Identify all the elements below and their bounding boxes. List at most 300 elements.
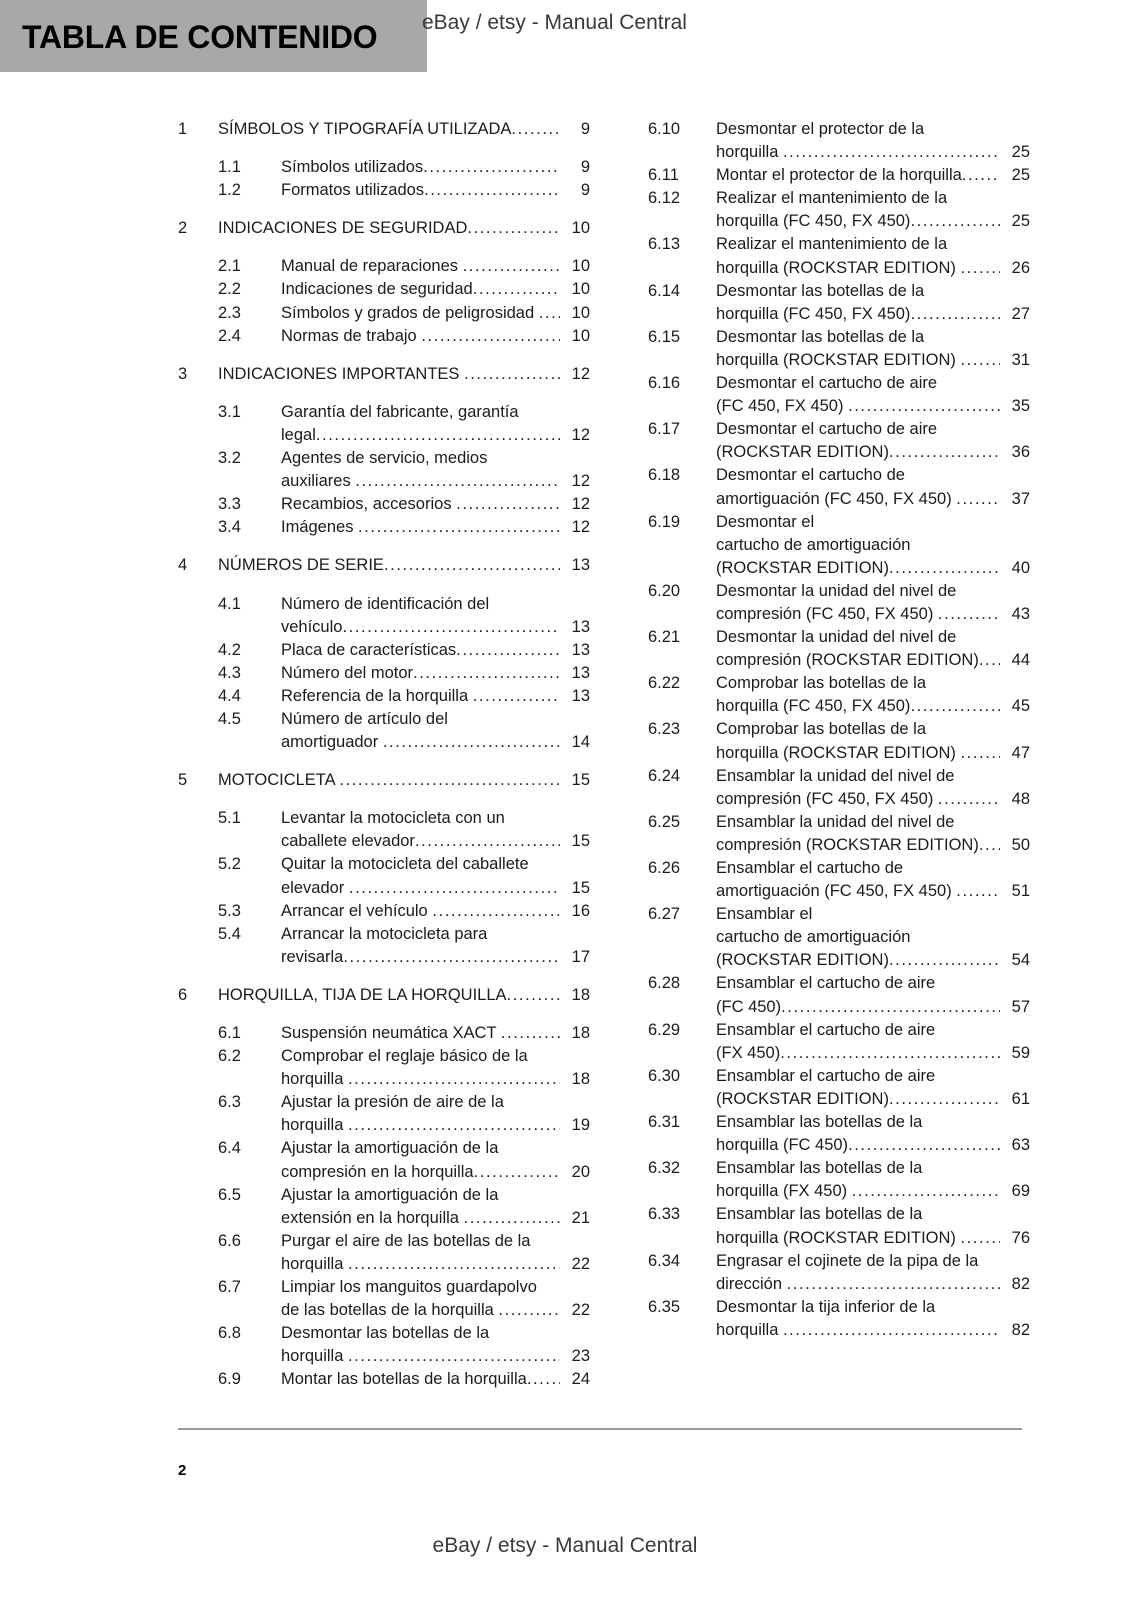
toc-entry-number: 6.19	[648, 512, 681, 531]
toc-entry[interactable]	[648, 903, 1030, 972]
toc-entry-number: 2.3	[218, 303, 241, 322]
toc-entry-body	[281, 1137, 590, 1183]
toc-entry[interactable]	[178, 278, 590, 301]
toc-entry-body	[716, 418, 1030, 464]
toc-page-number: 13	[571, 640, 590, 659]
toc-entry-title: horquilla (ROCKSTAR EDITION)	[716, 350, 961, 369]
toc-dot-leader	[501, 1022, 560, 1045]
toc-entry-number: 4.4	[218, 686, 241, 705]
toc-entry-line	[716, 418, 1030, 441]
toc-entry-number: 6.1	[218, 1024, 241, 1042]
toc-entry-line	[218, 217, 590, 240]
toc-entry[interactable]	[648, 372, 1030, 418]
toc-entry-line	[281, 516, 590, 539]
toc-entry[interactable]	[178, 1276, 590, 1322]
toc-entry[interactable]	[178, 1137, 590, 1183]
footer-watermark: eBay / etsy - Manual Central	[432, 1534, 698, 1557]
toc-page-number: 13	[571, 663, 590, 682]
toc-entry-body	[218, 769, 590, 792]
toc-entry-title: Arrancar la motocicleta para	[281, 924, 488, 943]
toc-page-number: 26	[1011, 258, 1030, 277]
toc-entry[interactable]	[178, 156, 590, 179]
toc-entry-body	[716, 672, 1030, 718]
toc-entry[interactable]	[178, 493, 590, 516]
toc-entry-title: Desmontar las botellas de la	[716, 281, 925, 300]
toc-entry-line	[716, 280, 1030, 303]
toc-entry[interactable]	[178, 554, 590, 577]
toc-entry-line	[281, 616, 590, 639]
toc-entry-line	[716, 1273, 1030, 1296]
toc-entry[interactable]	[178, 179, 590, 202]
toc-entry-line	[716, 672, 1030, 695]
toc-page-number: 44	[1011, 651, 1030, 670]
toc-entry[interactable]	[648, 672, 1030, 718]
toc-page-number: 15	[571, 832, 590, 851]
toc-entry[interactable]	[648, 280, 1030, 326]
toc-entry[interactable]	[178, 1184, 590, 1230]
toc-dot-leader	[910, 695, 1000, 718]
toc-entry-body	[716, 1065, 1030, 1111]
toc-entry-line	[716, 834, 1030, 857]
toc-entry-title: Comprobar el reglaje básico de la	[281, 1047, 528, 1066]
toc-entry[interactable]	[648, 1019, 1030, 1065]
toc-dot-leader	[463, 255, 560, 278]
toc-entry-line	[716, 1319, 1030, 1342]
toc-entry-title: horquilla	[716, 1320, 783, 1339]
toc-dot-leader	[527, 1368, 560, 1391]
toc-entry-title: horquilla (FC 450, FX 450)	[716, 212, 911, 231]
toc-dot-leader	[348, 1253, 560, 1276]
toc-page-number: 21	[571, 1208, 590, 1227]
toc-entry-line	[281, 493, 590, 516]
toc-entry-number: 3.4	[218, 518, 241, 537]
toc-dot-leader	[348, 1068, 560, 1091]
toc-dot-leader	[467, 217, 560, 240]
table-of-contents	[0, 118, 1130, 1392]
toc-entry-number: 1.2	[218, 181, 241, 200]
toc-dot-leader	[473, 278, 560, 301]
toc-entry[interactable]	[178, 662, 590, 685]
toc-entry-number: 6.27	[648, 905, 681, 924]
toc-entry[interactable]	[648, 1250, 1030, 1296]
toc-dot-leader	[339, 769, 560, 792]
toc-entry-number: 6.6	[218, 1231, 241, 1250]
toc-entry[interactable]	[178, 447, 590, 493]
toc-entry-title: cartucho de amortiguación	[716, 535, 911, 554]
toc-dot-leader	[787, 1273, 1000, 1296]
toc-entry-line	[281, 639, 590, 662]
toc-entry-title: compresión (ROCKSTAR EDITION)	[716, 651, 979, 670]
toc-dot-leader	[421, 325, 560, 348]
toc-entry[interactable]	[178, 984, 590, 1007]
toc-entry-line	[716, 534, 1030, 557]
toc-page-number: 13	[571, 686, 590, 705]
toc-entry-body	[281, 1045, 590, 1091]
toc-entry-line	[281, 424, 590, 447]
toc-entry[interactable]	[648, 1065, 1030, 1111]
toc-page-number: 61	[1011, 1089, 1030, 1108]
toc-entry-body	[716, 187, 1030, 233]
toc-entry-title: Ensamblar las botellas de la	[716, 1159, 923, 1178]
toc-entry-number: 5.2	[218, 855, 241, 874]
toc-entry[interactable]	[648, 511, 1030, 580]
toc-entry-line	[716, 488, 1030, 511]
toc-dot-leader	[852, 1180, 1000, 1203]
toc-entry-line	[218, 363, 590, 386]
toc-entry[interactable]	[648, 233, 1030, 279]
toc-entry-title: Desmontar el cartucho de aire	[716, 374, 938, 393]
toc-entry-line	[716, 1042, 1030, 1065]
toc-entry-title: Imágenes	[281, 518, 359, 537]
toc-entry-body	[716, 1203, 1030, 1249]
toc-entry-line	[281, 662, 590, 685]
toc-entry[interactable]	[648, 187, 1030, 233]
toc-entry-body	[716, 811, 1030, 857]
toc-entry-body	[281, 1184, 590, 1230]
toc-entry-title: Realizar el mantenimiento de la	[716, 189, 948, 208]
page-title: TABLA DE CONTENIDO	[22, 19, 378, 55]
toc-entry-body	[218, 118, 590, 141]
toc-entry[interactable]	[178, 1022, 590, 1045]
toc-entry-body	[281, 639, 590, 662]
toc-entry[interactable]	[648, 972, 1030, 1018]
toc-entry-number: 6.24	[648, 766, 681, 785]
toc-page-number: 47	[1011, 743, 1030, 762]
toc-entry[interactable]	[648, 118, 1030, 164]
toc-dot-leader	[316, 424, 560, 447]
toc-entry-body	[281, 1322, 590, 1368]
toc-entry[interactable]	[648, 418, 1030, 464]
toc-page-number: 12	[571, 518, 590, 537]
toc-entry-body	[281, 1276, 590, 1322]
toc-entry-title: horquilla (FC 450, FX 450)	[716, 697, 911, 716]
toc-entry-title: (FC 450)	[716, 997, 782, 1016]
toc-entry-title: Garantía del fabricante, garantía	[281, 402, 519, 421]
toc-page-number: 50	[1011, 835, 1030, 854]
toc-dot-leader	[464, 363, 560, 386]
toc-entry-number: 1	[178, 120, 188, 138]
toc-dot-leader	[783, 1319, 1000, 1342]
toc-entry-title: Indicaciones de seguridad	[281, 280, 473, 299]
toc-entry-title: Comprobar las botellas de la	[716, 720, 927, 739]
toc-entry[interactable]	[648, 1203, 1030, 1249]
toc-entry-number: 5	[178, 771, 188, 790]
toc-dot-leader	[415, 830, 560, 853]
toc-entry[interactable]	[648, 1296, 1030, 1342]
toc-entry-number: 6.23	[648, 720, 681, 739]
toc-entry-line	[281, 1022, 590, 1045]
toc-page-number: 12	[571, 364, 590, 383]
toc-page-number: 10	[571, 219, 590, 238]
toc-page-number: 35	[1011, 397, 1030, 416]
toc-entry-number: 6	[178, 985, 188, 1004]
toc-entry-body	[281, 593, 590, 639]
toc-entry-number: 6.10	[648, 120, 681, 138]
toc-entry-title: legal	[281, 425, 316, 444]
toc-page-number: 57	[1011, 997, 1030, 1016]
toc-dot-leader	[432, 900, 560, 923]
toc-entry[interactable]	[178, 1045, 590, 1091]
toc-entry-line	[716, 926, 1030, 949]
toc-entry-line	[281, 1161, 590, 1184]
toc-page-number: 76	[1011, 1228, 1030, 1247]
toc-entry-title: Símbolos utilizados	[281, 158, 424, 177]
toc-entry-title: Ensamblar la unidad del nivel de	[716, 766, 955, 785]
toc-entry-line	[716, 580, 1030, 603]
toc-dot-leader	[783, 141, 1000, 164]
toc-entry-title: INDICACIONES IMPORTANTES	[218, 364, 465, 383]
toc-entry-number: 6.31	[648, 1113, 681, 1132]
toc-entry[interactable]	[178, 325, 590, 348]
toc-entry-title: Quitar la motocicleta del caballete	[281, 855, 529, 874]
toc-entry[interactable]	[178, 853, 590, 899]
toc-entry-body	[281, 662, 590, 685]
toc-entry[interactable]	[178, 217, 590, 240]
toc-entry-line	[281, 1253, 590, 1276]
toc-entry-body	[716, 511, 1030, 580]
toc-entry[interactable]	[648, 1157, 1030, 1203]
toc-entry-line	[716, 1088, 1030, 1111]
toc-entry[interactable]	[178, 1322, 590, 1368]
toc-entry-body	[281, 853, 590, 899]
toc-entry[interactable]	[648, 811, 1030, 857]
toc-entry-number: 2.2	[218, 280, 241, 299]
toc-entry-title: Desmontar las botellas de la	[281, 1324, 490, 1343]
toc-page-number: 54	[1011, 951, 1030, 970]
toc-entry-line	[281, 1045, 590, 1068]
toc-dot-leader	[355, 470, 560, 493]
toc-page-number: 23	[571, 1347, 590, 1366]
toc-entry-line	[716, 372, 1030, 395]
toc-entry-line	[281, 1322, 590, 1345]
toc-entry-line	[716, 1227, 1030, 1250]
toc-entry-line	[281, 1299, 590, 1322]
toc-entry-title: Levantar la motocicleta con un	[281, 809, 505, 828]
toc-entry[interactable]	[178, 118, 590, 141]
toc-entry-number: 6.21	[648, 628, 681, 647]
toc-dot-leader	[956, 488, 1000, 511]
toc-entry-number: 6.12	[648, 189, 681, 208]
toc-entry-title: horquilla (ROCKSTAR EDITION)	[716, 743, 961, 762]
toc-entry[interactable]	[178, 769, 590, 792]
toc-entry[interactable]	[178, 900, 590, 923]
title-bar	[0, 0, 427, 72]
toc-entry-title: Ensamblar el cartucho de aire	[716, 974, 936, 993]
toc-entry[interactable]	[178, 1368, 590, 1391]
toc-entry-title: horquilla (FX 450)	[716, 1182, 852, 1201]
toc-entry-number: 6.5	[218, 1185, 241, 1204]
toc-entry-line	[281, 325, 590, 348]
toc-entry-title: horquilla	[281, 1254, 348, 1273]
toc-dot-leader	[348, 1114, 560, 1137]
toc-entry[interactable]	[178, 708, 590, 754]
toc-entry[interactable]	[178, 923, 590, 969]
toc-entry-line	[716, 1180, 1030, 1203]
toc-entry-line	[281, 470, 590, 493]
toc-entry-number: 4.5	[218, 709, 241, 728]
toc-entry-line	[281, 708, 590, 731]
toc-dot-leader	[424, 179, 560, 202]
toc-dot-leader	[889, 949, 1000, 972]
toc-entry[interactable]	[648, 164, 1030, 187]
toc-entry-title: cartucho de amortiguación	[716, 928, 911, 947]
footer-rule	[178, 1428, 1022, 1430]
toc-entry-number: 6.30	[648, 1066, 681, 1085]
toc-entry[interactable]	[178, 593, 590, 639]
toc-page-number: 22	[571, 1254, 590, 1273]
toc-entry-title: SÍMBOLOS Y TIPOGRAFÍA UTILIZADA	[218, 120, 512, 138]
toc-entry-number: 5.1	[218, 809, 241, 828]
toc-entry[interactable]	[178, 302, 590, 325]
toc-entry[interactable]	[178, 807, 590, 853]
toc-entry-number: 2	[178, 219, 188, 238]
toc-page-number: 37	[1011, 489, 1030, 508]
toc-entry-number: 3	[178, 364, 188, 383]
toc-entry-line	[281, 923, 590, 946]
toc-entry-line	[716, 1203, 1030, 1226]
toc-entry-title: (ROCKSTAR EDITION)	[716, 558, 889, 577]
toc-entry-title: Desmontar la unidad del nivel de	[716, 628, 957, 647]
toc-entry[interactable]	[648, 580, 1030, 626]
toc-page-number: 10	[571, 326, 590, 345]
toc-entry-line	[218, 118, 590, 141]
toc-entry-line	[716, 718, 1030, 741]
toc-entry-title: Limpiar los manguitos guardapolvo	[281, 1278, 537, 1297]
toc-entry-line	[281, 1345, 590, 1368]
toc-entry-line	[716, 1134, 1030, 1157]
toc-entry-body	[281, 516, 590, 539]
toc-dot-leader	[474, 1161, 560, 1184]
toc-entry-title: Ensamblar las botellas de la	[716, 1113, 923, 1132]
toc-entry[interactable]	[178, 1091, 590, 1137]
toc-dot-leader	[848, 395, 1000, 418]
toc-entry-line	[716, 996, 1030, 1019]
toc-entry[interactable]	[648, 765, 1030, 811]
toc-entry-body	[218, 554, 590, 577]
toc-entry-title: Ajustar la amortiguación de la	[281, 1139, 499, 1158]
toc-dot-leader	[956, 880, 1000, 903]
page-header	[0, 0, 1130, 72]
toc-entry-number: 6.2	[218, 1047, 241, 1066]
toc-entry-body	[281, 493, 590, 516]
toc-entry[interactable]	[178, 401, 590, 447]
toc-entry[interactable]	[648, 326, 1030, 372]
toc-entry[interactable]	[178, 685, 590, 708]
toc-page-number: 36	[1011, 443, 1030, 462]
toc-dot-leader	[539, 302, 560, 325]
toc-page-number: 14	[571, 733, 590, 752]
toc-entry-body	[281, 685, 590, 708]
toc-dot-leader	[507, 984, 560, 1007]
toc-dot-leader	[938, 603, 1000, 626]
toc-entry-body	[716, 1111, 1030, 1157]
toc-entry-body	[716, 1250, 1030, 1296]
toc-entry-line	[716, 511, 1030, 534]
toc-entry-title: vehículo	[281, 617, 343, 636]
toc-entry[interactable]	[648, 464, 1030, 510]
toc-page-number: 13	[571, 556, 590, 575]
toc-entry-line	[716, 557, 1030, 580]
toc-entry-line	[281, 946, 590, 969]
toc-entry[interactable]	[178, 639, 590, 662]
toc-dot-leader	[343, 946, 560, 969]
toc-entry-body	[281, 1091, 590, 1137]
toc-page-number: 15	[571, 771, 590, 790]
toc-entry-title: extensión en la horquilla	[281, 1208, 464, 1227]
toc-dot-leader	[413, 662, 560, 685]
toc-column-left	[178, 118, 590, 1392]
toc-entry-line	[716, 233, 1030, 256]
toc-entry-title: Ensamblar el cartucho de	[716, 859, 904, 877]
toc-dot-leader	[358, 516, 560, 539]
toc-page-number: 19	[571, 1116, 590, 1135]
toc-entry-body	[218, 984, 590, 1007]
toc-entry-line	[716, 141, 1030, 164]
toc-entry-line	[281, 731, 590, 754]
toc-entry-line	[218, 554, 590, 577]
toc-entry-title: Ensamblar las botellas de la	[716, 1205, 923, 1224]
toc-entry-body	[281, 278, 590, 301]
toc-entry-title: horquilla	[281, 1347, 348, 1366]
toc-entry-number: 3.3	[218, 495, 241, 514]
toc-entry-number: 6.13	[648, 235, 681, 254]
toc-entry-title: compresión (FC 450, FX 450)	[716, 789, 938, 808]
toc-dot-leader	[889, 441, 1000, 464]
toc-entry[interactable]	[178, 516, 590, 539]
toc-entry-number: 6.20	[648, 581, 681, 600]
toc-entry-body	[218, 217, 590, 240]
toc-entry-body	[281, 179, 590, 202]
toc-entry[interactable]	[648, 718, 1030, 764]
toc-entry-line	[281, 900, 590, 923]
toc-page-number: 25	[1011, 166, 1030, 185]
toc-entry-title: Símbolos y grados de peligrosidad	[281, 303, 539, 322]
toc-entry-body	[281, 255, 590, 278]
toc-entry-body	[716, 464, 1030, 510]
toc-page-number: 82	[1011, 1320, 1030, 1339]
toc-entry-number: 6.16	[648, 374, 681, 393]
toc-page-number: 31	[1011, 350, 1030, 369]
toc-entry[interactable]	[178, 1230, 590, 1276]
toc-entry[interactable]	[648, 857, 1030, 903]
toc-entry-body	[281, 401, 590, 447]
toc-entry-body	[281, 807, 590, 853]
toc-entry-title: dirección	[716, 1274, 787, 1293]
toc-entry[interactable]	[648, 626, 1030, 672]
toc-entry-body	[716, 580, 1030, 626]
toc-entry[interactable]	[648, 1111, 1030, 1157]
toc-page-number: 9	[580, 181, 590, 200]
toc-entry-line	[716, 765, 1030, 788]
toc-entry-title: Montar el protector de la horquilla	[716, 166, 962, 185]
toc-entry-body	[716, 1296, 1030, 1342]
toc-entry-body	[281, 1368, 590, 1391]
toc-entry-title: horquilla	[281, 1070, 348, 1089]
toc-entry-line	[281, 179, 590, 202]
toc-page-number: 69	[1011, 1182, 1030, 1201]
page-folio: 2	[178, 1462, 187, 1479]
toc-page-number: 12	[571, 425, 590, 444]
toc-page-number: 9	[580, 158, 590, 177]
toc-entry-title: elevador	[281, 878, 349, 897]
toc-entry[interactable]	[178, 363, 590, 386]
toc-dot-leader	[423, 156, 560, 179]
toc-entry-line	[281, 302, 590, 325]
toc-entry[interactable]	[178, 255, 590, 278]
toc-entry-body	[218, 363, 590, 386]
toc-entry-number: 1.1	[218, 158, 241, 177]
toc-entry-title: Ajustar la amortiguación de la	[281, 1185, 499, 1204]
